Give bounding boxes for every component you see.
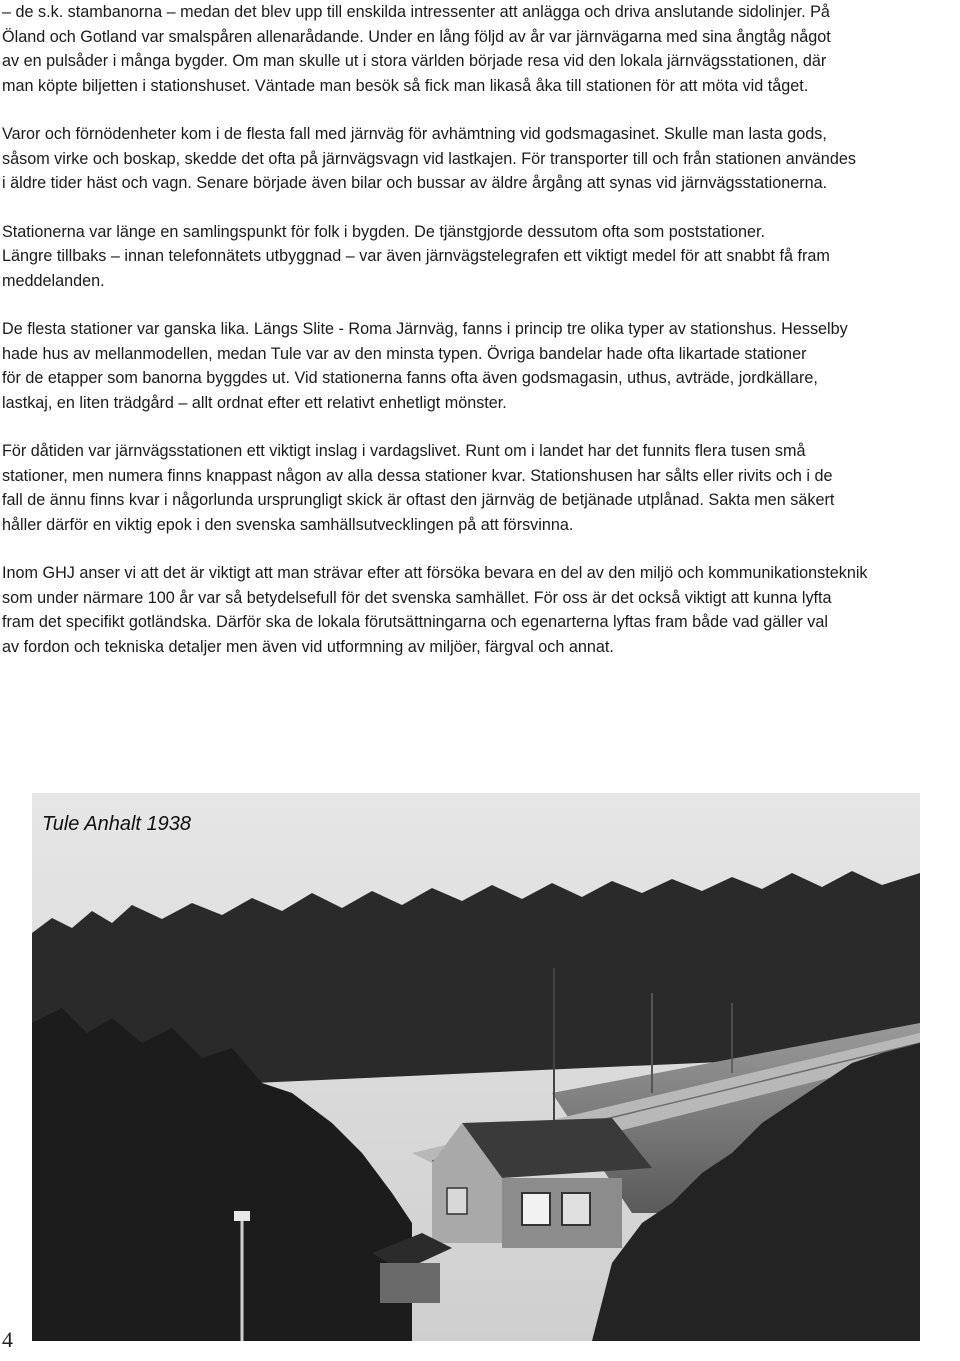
text-line: Öland och Gotland var smalspåren allenarådande. Under en lång följd av år var järnvägarna med sina ångtåg något [2, 27, 831, 46]
text-line: fram det specifikt gotländska. Därför ska de lokala förutsättningarna och egenarterna lyftas fram både vad gäller val [2, 613, 829, 631]
paragraph [2, 122, 958, 196]
text-line: fall de ännu finns kvar i någorlunda ursprungligt skick är oftast den järnväg de betjänade utplånad. Sakta men säkert [2, 491, 835, 509]
text-line: håller därför en viktig epok i den svenska samhällsutvecklingen på att försvinna. [2, 515, 574, 534]
text-line: – de s.k. stambanorna – medan det blev upp till enskilda intressenter att anlägga och driva anslutande sidolinjer. På [2, 3, 830, 21]
text-line: som under närmare 100 år var så betydelsefull för det svenska samhället. För oss är det också viktigt att kunna lyfta [2, 588, 832, 607]
text-line: De flesta stationer var ganska lika. Längs Slite - Roma Järnväg, fanns i princip tre olika typer av stationshus. Hesselby [2, 320, 848, 338]
text-line: lastkaj, en liten trädgård – allt ordnat efter ett relativt enhetligt mönster. [2, 393, 507, 412]
text-line: för de etapper som banorna byggdes ut. Vid stationerna fanns ofta även godsmagasin, uthus, avträde, jordkällare, [2, 369, 818, 387]
text-line: hade hus av mellanmodellen, medan Tule var av den minsta typen. Övriga bandelar hade ofta likartade stationer [2, 344, 807, 363]
body-text [2, 0, 958, 683]
lamp-head [234, 1211, 250, 1221]
text-line: Varor och förnödenheter kom i de flesta fall med järnväg för avhämtning vid godsmagasinet. Skulle man lasta gods, [2, 125, 827, 143]
text-line: i äldre tider häst och vagn. Senare började även bilar och bussar av äldre årgång att synas vid järnvägsstationerna. [2, 174, 828, 192]
text-line: man köpte biljetten i stationshuset. Väntade man besök så fick man likaså åka till stationen för att möta vid tåget. [2, 76, 809, 95]
station-window [447, 1188, 467, 1214]
station-photo [32, 793, 920, 1341]
text-line: av fordon och tekniska detaljer men även vid utformning av miljöer, färgval och annat. [2, 637, 614, 656]
station-window [522, 1193, 550, 1225]
photo-caption: Tule Anhalt 1938 [42, 813, 191, 835]
text-line: För dåtiden var järnvägsstationen ett viktigt inslag i vardagslivet. Runt om i landet har det funnits flera tusen små [2, 442, 806, 460]
text-line: Stationerna var länge en samlingspunkt för folk i bygden. De tjänstgjorde dessutom ofta som poststationer. [2, 222, 766, 241]
paragraph [2, 0, 958, 98]
paragraph [2, 220, 958, 294]
text-line: av en pulsåder i många bygder. Om man skulle ut i stora världen började resa vid den lokala järnvägsstationen, där [2, 52, 827, 70]
paragraph [2, 317, 958, 415]
text-line: såsom virke och boskap, skedde det ofta på järnvägsvagn vid lastkajen. För transporter till och från stationen användes [2, 149, 856, 168]
photo-illustration [32, 793, 920, 1341]
text-line: stationer, men numera finns knappast någon av alla dessa stationer kvar. Stationshusen har sålts eller rivits och i de [2, 466, 833, 485]
text-line: meddelanden. [2, 271, 105, 290]
outbuilding [380, 1263, 440, 1303]
page-number: 4 [2, 1327, 13, 1352]
paragraph [2, 561, 958, 659]
station-window [562, 1193, 590, 1225]
paragraph [2, 439, 958, 537]
text-line: Längre tillbaks – innan telefonnätets utbyggnad – var även järnvägstelegrafen ett viktigt medel för att snabbt få fram [2, 247, 830, 265]
text-line: Inom GHJ anser vi att det är viktigt att man strävar efter att försöka bevara en del av den miljö och kommunikationsteknik [2, 564, 868, 582]
